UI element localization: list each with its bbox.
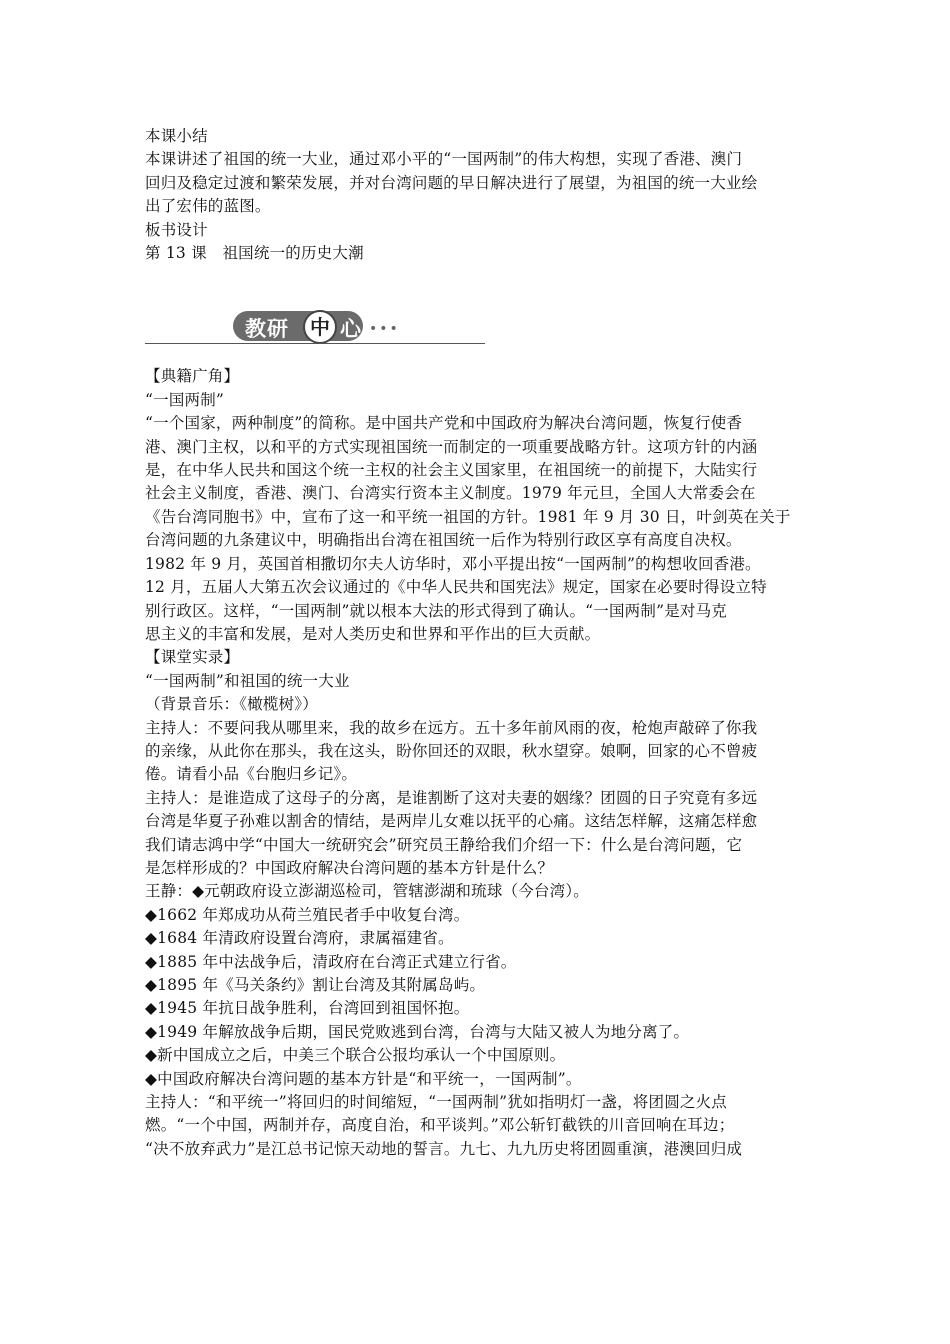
classroom-line: ◆1662 年郑成功从荷兰殖民者手中收复台湾。 (145, 905, 470, 924)
classroom-line: ◆1684 年清政府设置台湾府，隶属福建省。 (145, 929, 454, 948)
classics-line: 港、澳门主权，以和平的方式实现祖国统一而制定的一项重要战略方针。这项方针的内涵 (145, 437, 758, 456)
classroom-line: ◆1885 年中法战争后，清政府在台湾正式建立行省。 (145, 952, 517, 971)
section-banner (145, 311, 810, 359)
summary-line: 本课讲述了祖国的统一大业，通过邓小平的“一国两制”的伟大构想，实现了香港、澳门 (145, 150, 743, 169)
classroom-line: 主持人：“和平统一”将回归的时间缩短，“一国两制”犹如指明灯一盏，将团圆之火点 (145, 1093, 727, 1112)
classroom-line: ◆1945 年抗日战争胜利，台湾回到祖国怀抱。 (145, 999, 470, 1018)
classroom-line: 我们请志鸿中学“中国大一统研究会”研究员王静给我们介绍一下：什么是台湾问题，它 (145, 835, 743, 854)
classroom-line: 是怎样形成的？中国政府解决台湾问题的基本方针是什么？ (145, 858, 554, 877)
banner-text-part2: 中 (303, 310, 337, 344)
classroom-line: “一国两制”和祖国的统一大业 (145, 671, 350, 690)
board-lesson-title: 第 13 课 祖国统一的历史大潮 (145, 244, 364, 263)
banner-divider (145, 343, 485, 344)
classics-line: 别行政区。这样，“一国两制”就以根本大法的形式得到了确认。“一国两制”是对马克 (145, 601, 727, 620)
summary-line: 出了宏伟的蓝图。 (145, 197, 271, 216)
classics-title: “一国两制” (145, 390, 225, 409)
classics-line: 是，在中华人民共和国这个统一主权的社会主义国家里，在祖国统一的前提下，大陆实行 (145, 461, 758, 480)
summary-line: 回归及稳定过渡和繁荣发展，并对台湾问题的早日解决进行了展望，为祖国的统一大业绘 (145, 173, 758, 192)
classics-line: 《告台湾同胞书》中，宣布了这一和平统一祖国的方针。1981 年 9 月 30 日，叶剑英在关于 (145, 507, 791, 526)
classroom-line: 倦。请看小品《台胞归乡记》。 (145, 765, 358, 784)
banner-text-part3: 心 (340, 317, 361, 342)
classroom-heading: 【课堂实录】 (145, 648, 240, 667)
classroom-line: 的亲缘，从此你在那头，我在这头，盼你回还的双眼，秋水望穿。娘啊，回家的心不曾疲 (145, 741, 758, 760)
classics-line: “一个国家，两种制度”的简称。是中国共产党和中国政府为解决台湾问题，恢复行使香 (145, 414, 743, 433)
banner-dots: ••• (369, 321, 400, 338)
classroom-line: ◆中国政府解决台湾问题的基本方针是“和平统一，一国两制”。 (145, 1069, 582, 1088)
classroom-line: 主持人：是谁造成了这母子的分离，是谁割断了这对夫妻的姻缘？团圆的日子究竟有多远 (145, 788, 758, 807)
classics-line: 社会主义制度，香港、澳门、台湾实行资本主义制度。1979 年元旦，全国人大常委会在 (145, 484, 756, 503)
board-heading: 板书设计 (145, 220, 208, 239)
classics-line: 1982 年 9 月，英国首相撒切尔夫人访华时，邓小平提出按“一国两制”的构想收回香港。 (145, 554, 761, 573)
classroom-line: （背景音乐：《橄榄树》） (145, 695, 318, 714)
classroom-line: 燃。“一个中国，两制并存，高度自治，和平谈判。”邓公斩钉截铁的川音回响在耳边； (145, 1116, 735, 1135)
banner-text-part1: 教研 (245, 317, 289, 342)
summary-heading: 本课小结 (145, 127, 208, 145)
classroom-line: ◆1949 年解放战争后期，国民党败逃到台湾，台湾与大陆又被人为地分离了。 (145, 1022, 690, 1041)
document-page (145, 125, 810, 1161)
classroom-line: ◆新中国成立之后，中美三个联合公报均承认一个中国原则。 (145, 1046, 566, 1065)
classics-line: 台湾问题的九条建议中，明确指出台湾在祖国统一后作为特别行政区享有高度自决权。 (145, 531, 742, 550)
classroom-line: ◆1895 年《马关条约》割让台湾及其附属岛屿。 (145, 976, 486, 994)
classroom-line: 王静：◆元朝政府设立澎湖巡检司，管辖澎湖和琉球（今台湾）。 (145, 882, 589, 901)
classroom-line: 主持人：不要问我从哪里来，我的故乡在远方。五十多年前风雨的夜，枪炮声敲碎了你我 (145, 718, 758, 737)
classics-line: 12 月，五届人大第五次会议通过的《中华人民共和国宪法》规定，国家在必要时得设立特 (145, 578, 767, 597)
classics-line: 思主义的丰富和发展，是对人类历史和世界和平作出的巨大贡献。 (145, 624, 601, 643)
classics-heading: 【典籍广角】 (145, 367, 240, 386)
classroom-line: “决不放弃武力”是江总书记惊天动地的誓言。九七、九九历史将团圆重演，港澳回归成 (145, 1139, 743, 1158)
classroom-line: 台湾是华夏子孙难以割舍的情结，是两岸儿女难以抚平的心痛。这结怎样解，这痛怎样愈 (145, 812, 758, 831)
